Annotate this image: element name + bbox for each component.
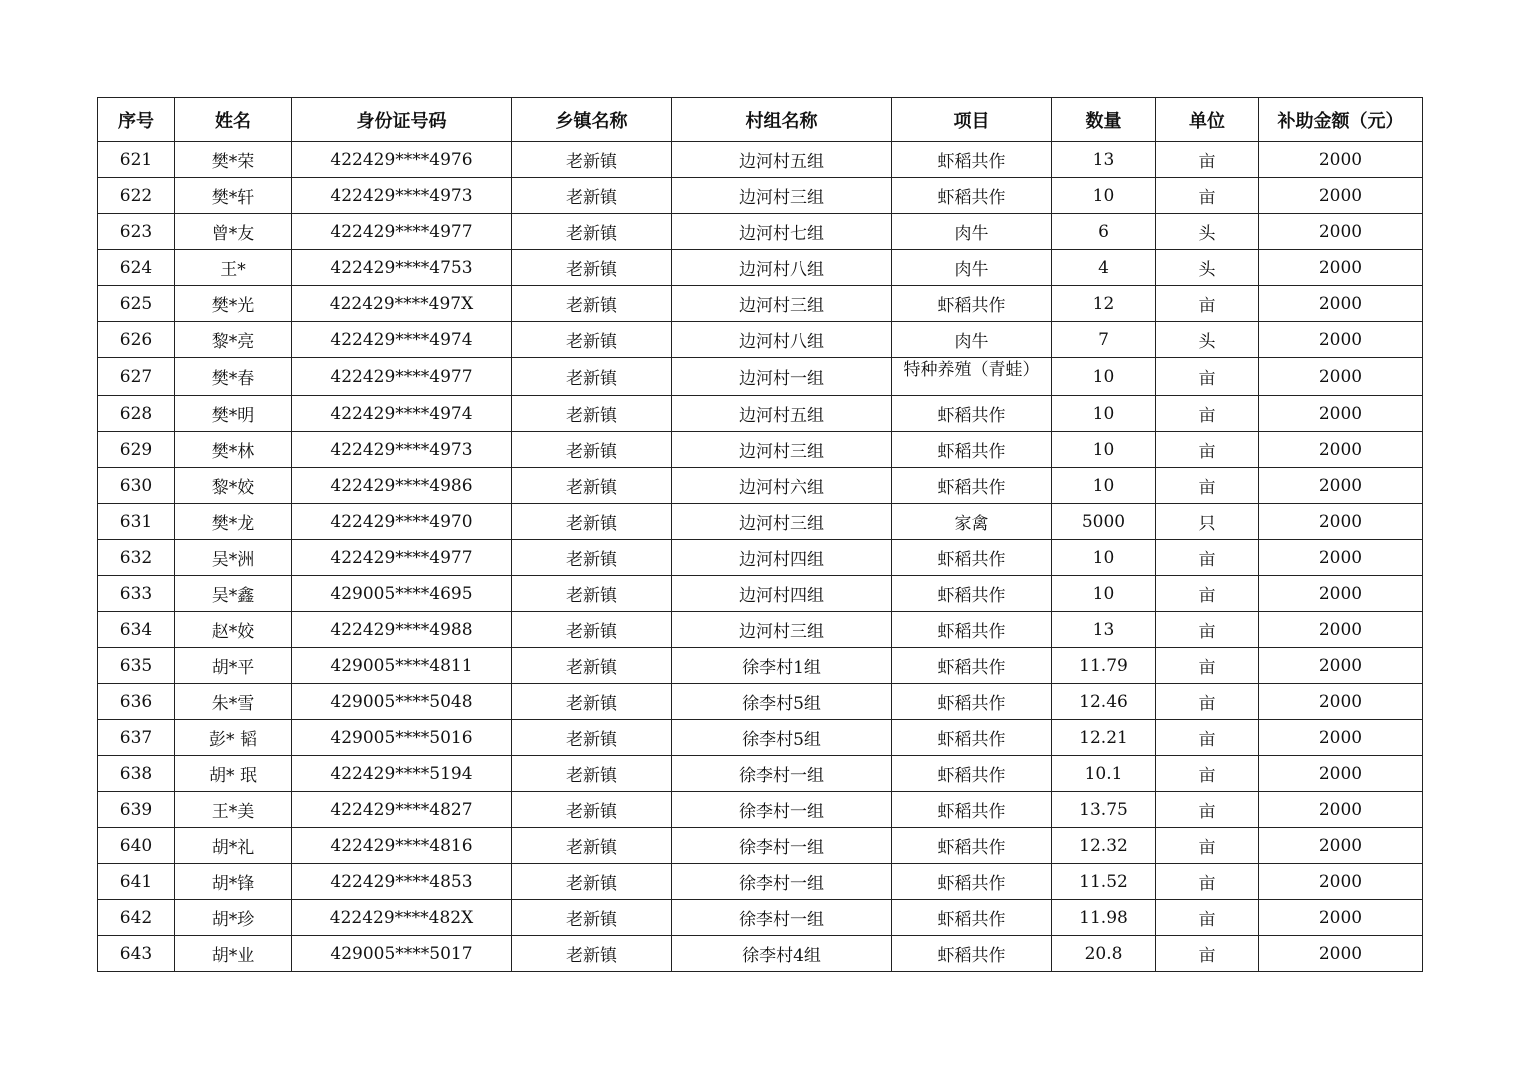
cell-name: 吴*鑫 [175, 576, 292, 612]
cell-subsidy-amount: 2000 [1259, 936, 1423, 972]
cell-subsidy-amount: 2000 [1259, 828, 1423, 864]
cell-village-group: 徐李村一组 [672, 792, 892, 828]
cell-name: 王* [175, 250, 292, 286]
header-unit: 单位 [1156, 98, 1259, 142]
cell-serial: 635 [98, 648, 175, 684]
cell-quantity: 10 [1052, 576, 1156, 612]
cell-serial: 642 [98, 900, 175, 936]
cell-project: 虾稻共作 [892, 468, 1052, 504]
cell-village-group: 边河村三组 [672, 432, 892, 468]
cell-unit: 亩 [1156, 828, 1259, 864]
cell-name: 樊*林 [175, 432, 292, 468]
cell-project: 虾稻共作 [892, 828, 1052, 864]
cell-subsidy-amount: 2000 [1259, 178, 1423, 214]
cell-unit: 头 [1156, 250, 1259, 286]
cell-town: 老新镇 [512, 720, 672, 756]
cell-town: 老新镇 [512, 396, 672, 432]
cell-village-group: 徐李村4组 [672, 936, 892, 972]
cell-village-group: 徐李村一组 [672, 756, 892, 792]
cell-town: 老新镇 [512, 936, 672, 972]
cell-unit: 亩 [1156, 792, 1259, 828]
cell-unit: 亩 [1156, 648, 1259, 684]
cell-village-group: 边河村五组 [672, 142, 892, 178]
subsidy-table [97, 97, 1423, 972]
cell-name: 黎*姣 [175, 468, 292, 504]
cell-project: 虾稻共作 [892, 178, 1052, 214]
cell-serial: 628 [98, 396, 175, 432]
cell-unit: 只 [1156, 504, 1259, 540]
table-row [98, 142, 1423, 178]
cell-serial: 634 [98, 612, 175, 648]
cell-quantity: 10 [1052, 396, 1156, 432]
table-row [98, 648, 1423, 684]
cell-id-number: 429005****4811 [292, 648, 512, 684]
cell-town: 老新镇 [512, 286, 672, 322]
cell-name: 胡* 珉 [175, 756, 292, 792]
table-row [98, 250, 1423, 286]
cell-name: 朱*雪 [175, 684, 292, 720]
cell-village-group: 边河村三组 [672, 286, 892, 322]
cell-town: 老新镇 [512, 250, 672, 286]
cell-quantity: 5000 [1052, 504, 1156, 540]
cell-quantity: 12.21 [1052, 720, 1156, 756]
cell-village-group: 边河村八组 [672, 322, 892, 358]
table-row [98, 432, 1423, 468]
cell-serial: 631 [98, 504, 175, 540]
cell-unit: 亩 [1156, 396, 1259, 432]
cell-id-number: 422429****4974 [292, 396, 512, 432]
cell-project: 虾稻共作 [892, 792, 1052, 828]
cell-town: 老新镇 [512, 358, 672, 396]
cell-town: 老新镇 [512, 504, 672, 540]
table-row [98, 900, 1423, 936]
cell-quantity: 13 [1052, 612, 1156, 648]
cell-subsidy-amount: 2000 [1259, 468, 1423, 504]
cell-quantity: 11.52 [1052, 864, 1156, 900]
cell-name: 黎*亮 [175, 322, 292, 358]
cell-village-group: 边河村五组 [672, 396, 892, 432]
cell-unit: 亩 [1156, 432, 1259, 468]
cell-quantity: 13.75 [1052, 792, 1156, 828]
cell-id-number: 422429****5194 [292, 756, 512, 792]
cell-name: 彭* 韬 [175, 720, 292, 756]
cell-subsidy-amount: 2000 [1259, 286, 1423, 322]
cell-name: 曾*友 [175, 214, 292, 250]
cell-id-number: 422429****497X [292, 286, 512, 322]
cell-serial: 639 [98, 792, 175, 828]
cell-serial: 632 [98, 540, 175, 576]
header-town: 乡镇名称 [512, 98, 672, 142]
cell-name: 吴*洲 [175, 540, 292, 576]
cell-serial: 621 [98, 142, 175, 178]
cell-unit: 亩 [1156, 900, 1259, 936]
cell-id-number: 422429****482X [292, 900, 512, 936]
cell-village-group: 边河村八组 [672, 250, 892, 286]
header-subsidy-amount: 补助金额（元） [1259, 98, 1423, 142]
cell-quantity: 13 [1052, 142, 1156, 178]
header-serial: 序号 [98, 98, 175, 142]
cell-village-group: 徐李村一组 [672, 828, 892, 864]
cell-village-group: 徐李村一组 [672, 900, 892, 936]
cell-village-group: 徐李村5组 [672, 684, 892, 720]
cell-subsidy-amount: 2000 [1259, 322, 1423, 358]
cell-project: 家禽 [892, 504, 1052, 540]
cell-village-group: 边河村七组 [672, 214, 892, 250]
cell-serial: 627 [98, 358, 175, 396]
cell-unit: 亩 [1156, 468, 1259, 504]
cell-name: 胡*业 [175, 936, 292, 972]
cell-id-number: 422429****4816 [292, 828, 512, 864]
cell-serial: 626 [98, 322, 175, 358]
cell-project: 虾稻共作 [892, 396, 1052, 432]
cell-quantity: 7 [1052, 322, 1156, 358]
table-row [98, 396, 1423, 432]
table-row [98, 178, 1423, 214]
cell-project: 虾稻共作 [892, 756, 1052, 792]
cell-id-number: 422429****4970 [292, 504, 512, 540]
cell-unit: 亩 [1156, 612, 1259, 648]
cell-unit: 亩 [1156, 178, 1259, 214]
cell-quantity: 10.1 [1052, 756, 1156, 792]
cell-project: 虾稻共作 [892, 864, 1052, 900]
cell-name: 胡*礼 [175, 828, 292, 864]
cell-serial: 638 [98, 756, 175, 792]
cell-project: 虾稻共作 [892, 612, 1052, 648]
cell-project: 虾稻共作 [892, 540, 1052, 576]
cell-project: 肉牛 [892, 214, 1052, 250]
cell-serial: 630 [98, 468, 175, 504]
cell-project: 虾稻共作 [892, 936, 1052, 972]
cell-town: 老新镇 [512, 322, 672, 358]
cell-project: 虾稻共作 [892, 432, 1052, 468]
cell-serial: 623 [98, 214, 175, 250]
cell-town: 老新镇 [512, 792, 672, 828]
cell-id-number: 422429****4988 [292, 612, 512, 648]
table-row [98, 576, 1423, 612]
cell-town: 老新镇 [512, 612, 672, 648]
cell-id-number: 422429****4853 [292, 864, 512, 900]
cell-id-number: 422429****4977 [292, 358, 512, 396]
cell-quantity: 10 [1052, 358, 1156, 396]
cell-serial: 622 [98, 178, 175, 214]
cell-id-number: 422429****4753 [292, 250, 512, 286]
table-row [98, 322, 1423, 358]
cell-serial: 640 [98, 828, 175, 864]
cell-quantity: 12.46 [1052, 684, 1156, 720]
cell-village-group: 徐李村5组 [672, 720, 892, 756]
cell-quantity: 10 [1052, 468, 1156, 504]
cell-town: 老新镇 [512, 756, 672, 792]
cell-town: 老新镇 [512, 684, 672, 720]
cell-subsidy-amount: 2000 [1259, 864, 1423, 900]
cell-id-number: 422429****4986 [292, 468, 512, 504]
cell-name: 樊*光 [175, 286, 292, 322]
cell-name: 樊*轩 [175, 178, 292, 214]
header-name: 姓名 [175, 98, 292, 142]
cell-village-group: 徐李村1组 [672, 648, 892, 684]
cell-serial: 641 [98, 864, 175, 900]
table-row [98, 684, 1423, 720]
cell-project: 虾稻共作 [892, 576, 1052, 612]
cell-unit: 亩 [1156, 756, 1259, 792]
cell-subsidy-amount: 2000 [1259, 504, 1423, 540]
cell-name: 樊*龙 [175, 504, 292, 540]
cell-quantity: 10 [1052, 178, 1156, 214]
cell-id-number: 422429****4977 [292, 540, 512, 576]
cell-village-group: 边河村一组 [672, 358, 892, 396]
cell-quantity: 11.79 [1052, 648, 1156, 684]
cell-quantity: 12.32 [1052, 828, 1156, 864]
cell-id-number: 422429****4973 [292, 178, 512, 214]
header-village-group: 村组名称 [672, 98, 892, 142]
cell-id-number: 422429****4976 [292, 142, 512, 178]
cell-id-number: 422429****4974 [292, 322, 512, 358]
cell-project: 虾稻共作 [892, 286, 1052, 322]
cell-town: 老新镇 [512, 178, 672, 214]
cell-subsidy-amount: 2000 [1259, 214, 1423, 250]
cell-serial: 625 [98, 286, 175, 322]
cell-village-group: 边河村六组 [672, 468, 892, 504]
header-quantity: 数量 [1052, 98, 1156, 142]
header-id-number: 身份证号码 [292, 98, 512, 142]
table-row [98, 286, 1423, 322]
header-project: 项目 [892, 98, 1052, 142]
cell-name: 樊*荣 [175, 142, 292, 178]
cell-village-group: 边河村三组 [672, 504, 892, 540]
cell-subsidy-amount: 2000 [1259, 900, 1423, 936]
cell-id-number: 429005****5017 [292, 936, 512, 972]
cell-project: 虾稻共作 [892, 900, 1052, 936]
cell-subsidy-amount: 2000 [1259, 648, 1423, 684]
cell-id-number: 429005****4695 [292, 576, 512, 612]
cell-village-group: 边河村四组 [672, 540, 892, 576]
cell-serial: 643 [98, 936, 175, 972]
cell-id-number: 422429****4973 [292, 432, 512, 468]
cell-name: 王*美 [175, 792, 292, 828]
cell-id-number: 429005****5016 [292, 720, 512, 756]
cell-project: 肉牛 [892, 322, 1052, 358]
cell-village-group: 边河村三组 [672, 612, 892, 648]
cell-unit: 亩 [1156, 720, 1259, 756]
cell-unit: 亩 [1156, 576, 1259, 612]
table-row [98, 756, 1423, 792]
cell-name: 胡*锋 [175, 864, 292, 900]
table-row [98, 864, 1423, 900]
cell-town: 老新镇 [512, 864, 672, 900]
cell-subsidy-amount: 2000 [1259, 250, 1423, 286]
cell-project: 特种养殖（青蛙） [892, 358, 1052, 396]
table-row [98, 720, 1423, 756]
cell-quantity: 10 [1052, 432, 1156, 468]
cell-subsidy-amount: 2000 [1259, 720, 1423, 756]
cell-unit: 亩 [1156, 864, 1259, 900]
cell-quantity: 12 [1052, 286, 1156, 322]
cell-unit: 头 [1156, 214, 1259, 250]
cell-subsidy-amount: 2000 [1259, 612, 1423, 648]
cell-subsidy-amount: 2000 [1259, 684, 1423, 720]
cell-subsidy-amount: 2000 [1259, 756, 1423, 792]
cell-name: 樊*明 [175, 396, 292, 432]
cell-town: 老新镇 [512, 900, 672, 936]
cell-project: 虾稻共作 [892, 684, 1052, 720]
table-row [98, 828, 1423, 864]
cell-name: 胡*珍 [175, 900, 292, 936]
cell-name: 胡*平 [175, 648, 292, 684]
table-row [98, 358, 1423, 396]
cell-quantity: 10 [1052, 540, 1156, 576]
cell-serial: 633 [98, 576, 175, 612]
cell-subsidy-amount: 2000 [1259, 358, 1423, 396]
cell-project: 虾稻共作 [892, 648, 1052, 684]
cell-subsidy-amount: 2000 [1259, 792, 1423, 828]
table-row [98, 792, 1423, 828]
cell-town: 老新镇 [512, 540, 672, 576]
cell-project: 肉牛 [892, 250, 1052, 286]
cell-subsidy-amount: 2000 [1259, 576, 1423, 612]
cell-town: 老新镇 [512, 648, 672, 684]
cell-unit: 亩 [1156, 358, 1259, 396]
cell-serial: 624 [98, 250, 175, 286]
cell-name: 樊*春 [175, 358, 292, 396]
cell-town: 老新镇 [512, 576, 672, 612]
cell-serial: 636 [98, 684, 175, 720]
cell-subsidy-amount: 2000 [1259, 432, 1423, 468]
cell-unit: 亩 [1156, 540, 1259, 576]
cell-quantity: 4 [1052, 250, 1156, 286]
cell-serial: 637 [98, 720, 175, 756]
cell-unit: 亩 [1156, 142, 1259, 178]
cell-town: 老新镇 [512, 468, 672, 504]
cell-id-number: 422429****4977 [292, 214, 512, 250]
cell-town: 老新镇 [512, 142, 672, 178]
cell-project: 虾稻共作 [892, 142, 1052, 178]
table-row [98, 540, 1423, 576]
cell-quantity: 11.98 [1052, 900, 1156, 936]
table-body [98, 142, 1423, 972]
cell-subsidy-amount: 2000 [1259, 396, 1423, 432]
cell-town: 老新镇 [512, 432, 672, 468]
cell-subsidy-amount: 2000 [1259, 540, 1423, 576]
cell-name: 赵*姣 [175, 612, 292, 648]
cell-quantity: 6 [1052, 214, 1156, 250]
cell-town: 老新镇 [512, 214, 672, 250]
cell-unit: 亩 [1156, 684, 1259, 720]
cell-village-group: 边河村四组 [672, 576, 892, 612]
cell-serial: 629 [98, 432, 175, 468]
cell-unit: 亩 [1156, 936, 1259, 972]
table-row [98, 468, 1423, 504]
cell-town: 老新镇 [512, 828, 672, 864]
table-row [98, 936, 1423, 972]
table-row [98, 612, 1423, 648]
cell-unit: 头 [1156, 322, 1259, 358]
cell-id-number: 429005****5048 [292, 684, 512, 720]
cell-village-group: 徐李村一组 [672, 864, 892, 900]
cell-village-group: 边河村三组 [672, 178, 892, 214]
cell-unit: 亩 [1156, 286, 1259, 322]
cell-id-number: 422429****4827 [292, 792, 512, 828]
table-row [98, 214, 1423, 250]
cell-quantity: 20.8 [1052, 936, 1156, 972]
header-row [98, 98, 1423, 142]
cell-subsidy-amount: 2000 [1259, 142, 1423, 178]
cell-project: 虾稻共作 [892, 720, 1052, 756]
table-row [98, 504, 1423, 540]
